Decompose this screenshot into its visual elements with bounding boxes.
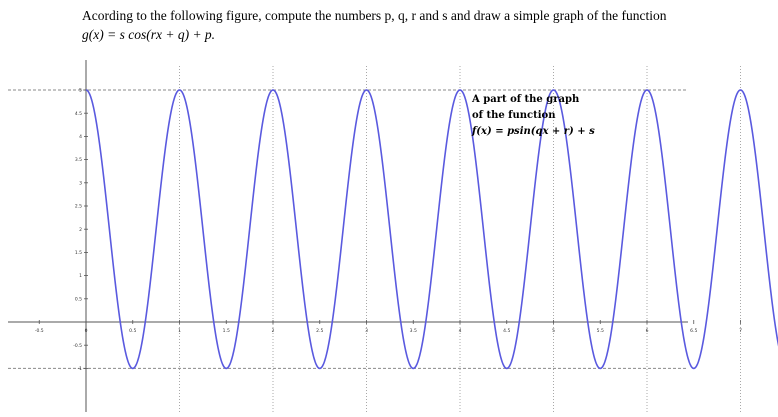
problem-line-1: Acording to the following figure, compute the numbers p, q, r and s and draw a simple graph of the function (82, 8, 667, 23)
problem-statement (82, 6, 774, 44)
y-tick-label: 3.5 (74, 158, 82, 164)
x-tick-label: 2 (271, 329, 275, 334)
caption-line-2: of the function (472, 110, 556, 121)
reference-lines (8, 66, 778, 412)
x-tick-label: 6 (645, 329, 649, 334)
x-tick-label: 2.5 (316, 329, 324, 334)
x-tick-label: 0 (84, 329, 88, 334)
y-tick-label: -0.5 (73, 343, 82, 349)
x-tick-label: 1 (178, 329, 181, 334)
y-tick-label: 2.5 (74, 204, 82, 210)
x-tick-label: 6.5 (690, 329, 698, 334)
caption-formula: f(x) = psin(qx + r) + s (472, 126, 595, 137)
graph-caption (472, 92, 595, 140)
function-curve (86, 90, 778, 368)
y-tick-label: 1.5 (74, 251, 82, 256)
y-tick-label: 0.5 (74, 297, 82, 303)
y-tick-label: 5 (79, 88, 82, 94)
x-tick-label: 3.5 (409, 329, 417, 334)
y-tick-label: -1 (77, 367, 82, 372)
x-tick-label: 7 (739, 329, 742, 334)
y-tick-label: 4 (79, 135, 82, 140)
y-tick-label: 2 (79, 227, 82, 233)
problem-line-2: g(x) = s cos(rx + q) + p. (82, 27, 216, 42)
function-plot (0, 60, 778, 417)
sine-curve (86, 90, 778, 368)
x-tick-label: -0.5 (34, 329, 44, 334)
x-tick-label: 4.5 (503, 329, 511, 334)
x-tick-label: 5.5 (596, 329, 604, 334)
y-tick-label: 3 (79, 181, 82, 187)
x-tick-label: 1.5 (222, 329, 230, 334)
y-tick-label: 4.5 (74, 111, 82, 117)
x-tick-label: 5 (552, 329, 555, 334)
caption-line-1: A part of the graph (472, 94, 580, 105)
y-tick-label: 1 (79, 274, 82, 280)
x-tick-label: 4 (458, 329, 462, 334)
x-tick-label: 0.5 (129, 329, 137, 334)
x-tick-label: 3 (365, 329, 368, 334)
